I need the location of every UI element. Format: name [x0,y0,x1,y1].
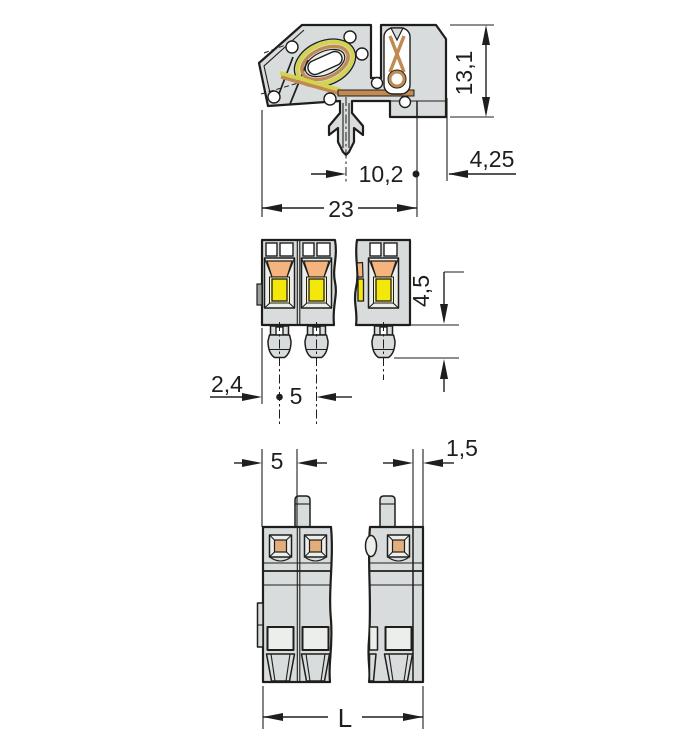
dim-foot-offset [311,161,420,187]
dim-underside-pitch-label: 5 [270,448,284,474]
dim-front-pitch [276,383,352,409]
dim-depth-label: 23 [328,196,354,222]
dim-foot-height-label: 4,5 [408,275,434,307]
coding-tab-right [380,496,395,527]
dim-flange-label: 4,25 [469,146,515,172]
side-latch [257,284,262,305]
underside-view [234,435,478,733]
dim-foot-offset-label: 10,2 [358,161,404,187]
dim-flange [447,98,516,181]
dim-wall-label: 1,5 [446,435,478,461]
dim-underside-pitch [234,448,327,527]
broken-pole-sliver [357,263,364,302]
dim-edge-offset-label: 2,4 [211,371,243,397]
dim-total-length [263,686,423,733]
pin-contact-spring [384,28,410,94]
front-view [210,240,464,427]
dim-height-label: 13,1 [451,50,477,96]
side-latch [258,603,264,647]
dim-front-pitch-label: 5 [289,383,303,409]
dim-total-length-label: L [337,703,353,733]
side-view [259,25,516,222]
dim-wall [383,435,478,527]
dim-height [450,25,494,117]
dim-edge-offset [210,328,262,404]
